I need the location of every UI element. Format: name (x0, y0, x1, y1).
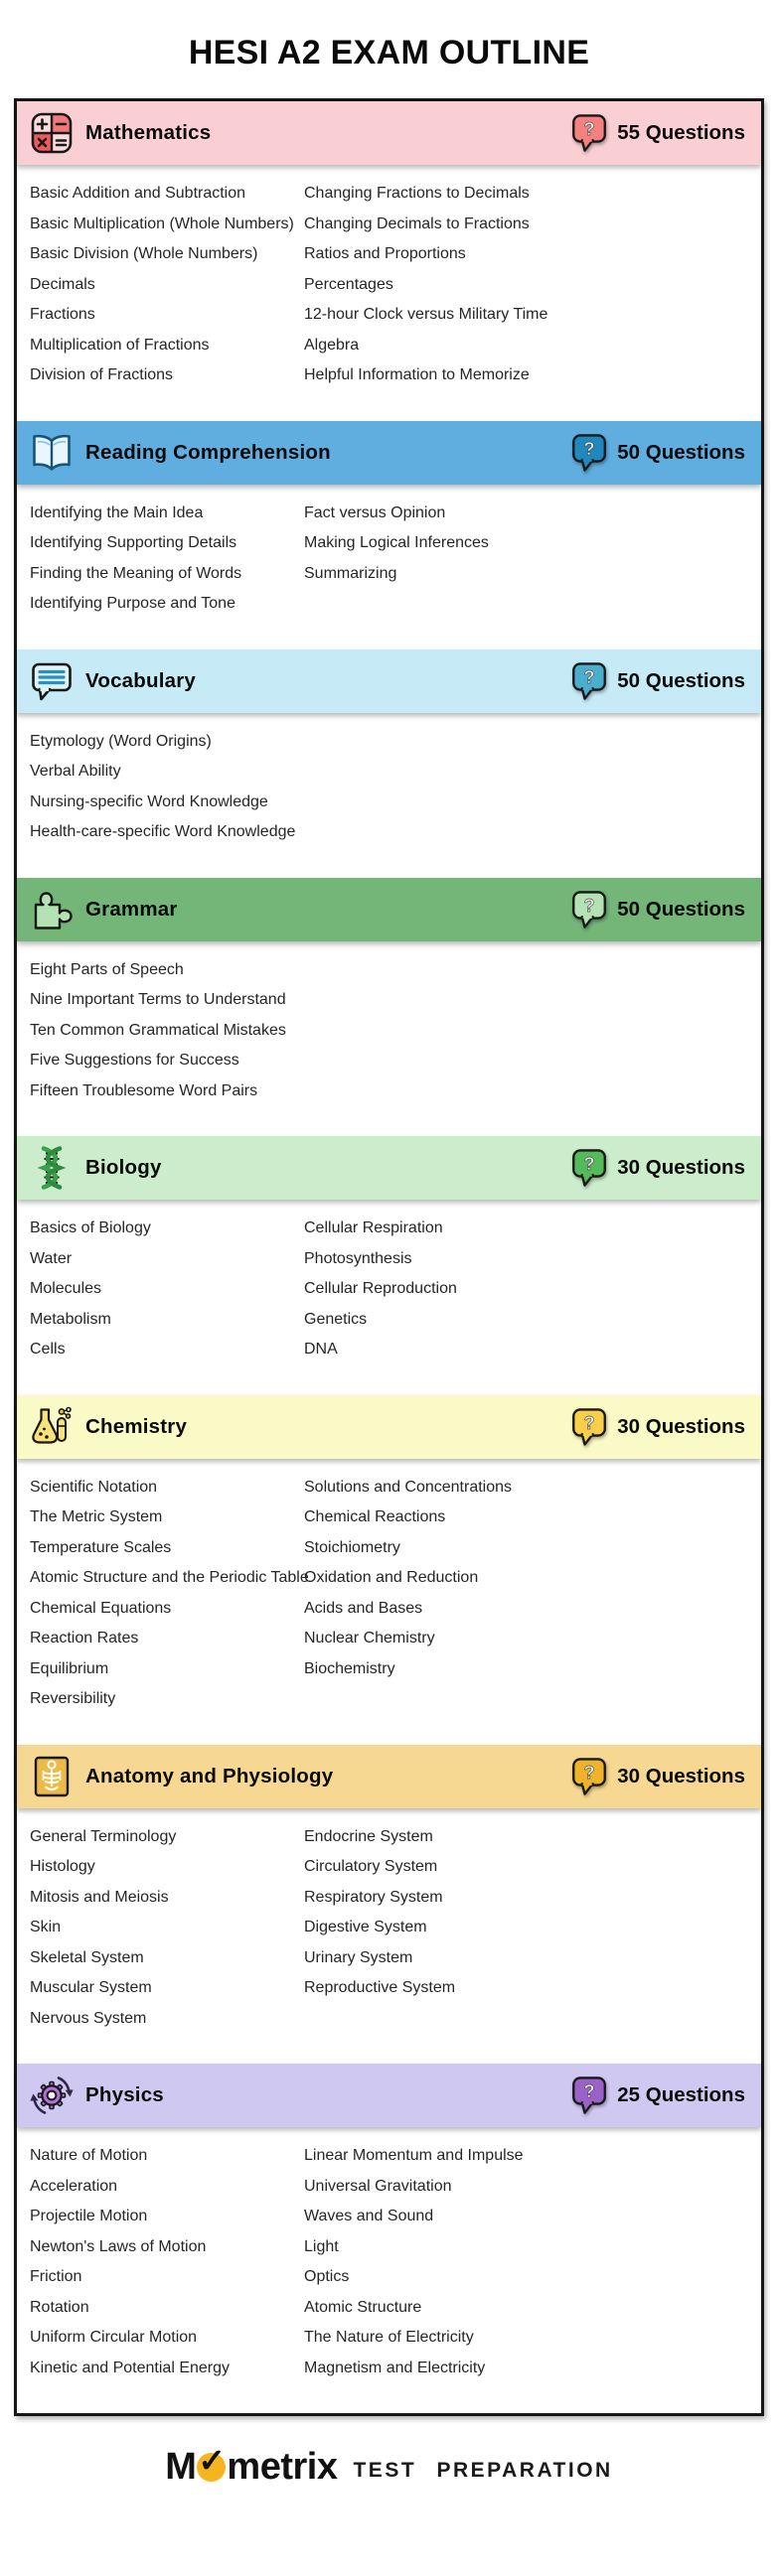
topic-item: Etymology (Word Origins) (30, 732, 212, 750)
topic-column-left (30, 499, 304, 620)
topic-item: Atomic Structure (304, 2298, 422, 2316)
topic-item: Finding the Meaning of Words (30, 564, 242, 582)
topic-column-left (30, 727, 304, 848)
question-bubble-icon (571, 661, 607, 701)
flask-icon (29, 1404, 75, 1450)
topic-item: Photosynthesis (304, 1249, 412, 1267)
topic-item: Percentages (304, 275, 393, 293)
topic-column-left (30, 1822, 304, 2035)
topic-item: Basic Addition and Subtraction (30, 185, 246, 202)
svg-text:?: ? (583, 666, 595, 687)
topic-item: Nursing-specific Word Knowledge (30, 792, 268, 810)
topic-item: Identifying Supporting Details (30, 534, 237, 551)
section-header (17, 878, 761, 941)
section-header (17, 101, 761, 165)
topic-item: Endocrine System (304, 1827, 433, 1845)
topics-area (17, 713, 761, 878)
section-grammar (17, 878, 761, 1137)
topic-column-right (304, 1473, 753, 1715)
topic-item: Changing Decimals to Fractions (304, 215, 530, 232)
svg-text:?: ? (583, 1412, 595, 1433)
calculator-icon (29, 110, 75, 156)
topic-item: Atomic Structure and the Periodic Table (30, 1569, 309, 1586)
topic-item: Chemical Equations (30, 1599, 172, 1617)
topic-item: Stoichiometry (304, 1538, 400, 1556)
section-chemistry (17, 1395, 761, 1745)
topic-item: Muscular System (30, 1979, 152, 1996)
topic-item: Making Logical Inferences (304, 534, 489, 551)
topic-item: Solutions and Concentrations (304, 1478, 513, 1496)
topic-column-left (30, 1214, 304, 1365)
mometrix-check-icon: ✓ (197, 2453, 226, 2482)
section-title: Vocabulary (85, 668, 196, 692)
topic-item: Eight Parts of Speech (30, 960, 184, 978)
section-title: Reading Comprehension (85, 440, 331, 464)
topic-item: Projectile Motion (30, 2208, 148, 2224)
topic-item: Universal Gravitation (304, 2177, 452, 2195)
section-header (17, 1395, 761, 1459)
topic-item: Rotation (30, 2298, 89, 2316)
brand-tagline: TEST PREPARATION (353, 2458, 613, 2482)
topic-item: 12-hour Clock versus Military Time (304, 306, 548, 323)
topics-area (17, 1200, 761, 1395)
section-title: Mathematics (85, 121, 212, 144)
topic-item: Cellular Respiration (304, 1219, 443, 1236)
question-count-group (571, 113, 745, 153)
dna-icon (29, 1145, 75, 1191)
topic-column-right (304, 1214, 753, 1365)
brand-letters-rest: metrix (227, 2446, 338, 2488)
topic-item: Ten Common Grammatical Mistakes (30, 1021, 286, 1039)
topic-item: Newton's Laws of Motion (30, 2237, 207, 2255)
topic-item: Reaction Rates (30, 1630, 139, 1646)
topic-item: Nuclear Chemistry (304, 1630, 435, 1646)
mometrix-logo (165, 2442, 613, 2489)
topics-area (17, 165, 761, 421)
topic-item: Kinetic and Potential Energy (30, 2359, 231, 2376)
question-count-group (571, 1148, 745, 1188)
topics-area (17, 2127, 761, 2413)
topic-item: Urinary System (304, 1948, 413, 1966)
question-count-group (571, 433, 745, 473)
topic-item: The Metric System (30, 1508, 163, 1525)
topic-column-right (304, 727, 753, 848)
section-reading-comprehension (17, 421, 761, 649)
topic-column-right (304, 1822, 753, 2035)
topic-item: Fifteen Troublesome Word Pairs (30, 1081, 258, 1099)
svg-text:?: ? (583, 1153, 595, 1174)
topic-item: Optics (304, 2268, 350, 2285)
topic-item: Summarizing (304, 564, 397, 582)
exam-outline-card (14, 98, 764, 2416)
topic-item: Chemical Reactions (304, 1508, 446, 1525)
topic-item: Respiratory System (304, 1888, 443, 1906)
topic-item: Linear Momentum and Impulse (304, 2147, 524, 2164)
topic-item: Identifying Purpose and Tone (30, 595, 235, 612)
topics-area (17, 941, 761, 1137)
topic-column-left (30, 1473, 309, 1715)
question-bubble-icon (571, 890, 607, 930)
topic-item: Division of Fractions (30, 366, 174, 383)
section-title: Anatomy and Physiology (85, 1764, 334, 1788)
topic-item: Changing Fractions to Decimals (304, 185, 530, 202)
section-header (17, 649, 761, 713)
brand-letter-m: M (165, 2446, 197, 2488)
topic-item: Molecules (30, 1280, 102, 1297)
topic-item: Identifying the Main Idea (30, 503, 204, 521)
section-anatomy-and-physiology (17, 1745, 761, 2065)
section-header (17, 421, 761, 485)
section-header (17, 1136, 761, 1200)
topic-item: DNA (304, 1341, 338, 1358)
section-header (17, 1745, 761, 1808)
topic-item: Digestive System (304, 1919, 427, 1935)
topic-item: Reversibility (30, 1690, 116, 1707)
topic-item: Cells (30, 1341, 66, 1358)
topic-item: Skeletal System (30, 1948, 144, 1966)
mometrix-wordmark (165, 2442, 338, 2489)
gear-arrows-icon (29, 2073, 75, 2118)
question-count-group (571, 1757, 745, 1796)
section-physics (17, 2064, 761, 2413)
topic-item: Oxidation and Reduction (304, 1569, 479, 1586)
section-header (17, 2064, 761, 2127)
topic-item: Histology (30, 1858, 95, 1875)
section-title: Chemistry (85, 1414, 188, 1438)
topic-item: Nervous System (30, 2009, 147, 2027)
question-count-label: 30 Questions (617, 1414, 745, 1438)
topic-column-right (304, 499, 753, 620)
topics-area (17, 1808, 761, 2065)
topic-item: Circulatory System (304, 1858, 438, 1875)
topic-item: Algebra (304, 336, 360, 354)
question-count-label: 55 Questions (617, 121, 745, 144)
topic-item: Waves and Sound (304, 2208, 434, 2224)
topic-column-right (304, 179, 753, 391)
topic-item: Ratios and Proportions (304, 245, 466, 262)
question-bubble-icon (571, 1148, 607, 1188)
svg-text:?: ? (583, 895, 595, 916)
question-bubble-icon (571, 1757, 607, 1796)
page-title: HESI A2 EXAM OUTLINE (188, 34, 590, 72)
topic-item: General Terminology (30, 1827, 177, 1845)
topic-column-left (30, 2141, 304, 2383)
topic-item: Five Suggestions for Success (30, 1052, 239, 1069)
topic-item: Basic Division (Whole Numbers) (30, 245, 258, 262)
section-title: Physics (85, 2083, 164, 2106)
question-count-group (571, 2075, 745, 2115)
topic-column-right (304, 2141, 753, 2383)
topic-item: Basic Multiplication (Whole Numbers) (30, 215, 294, 232)
topic-item: Nine Important Terms to Understand (30, 991, 286, 1008)
question-count-group (571, 890, 745, 930)
question-bubble-icon (571, 113, 607, 153)
topic-item: Uniform Circular Motion (30, 2329, 198, 2346)
topic-item: Cellular Reproduction (304, 1280, 457, 1297)
topic-item: Genetics (304, 1310, 368, 1328)
question-count-label: 30 Questions (617, 1764, 745, 1788)
svg-text:?: ? (583, 2080, 595, 2101)
topic-item: Metabolism (30, 1310, 111, 1328)
question-count-group (571, 661, 745, 701)
section-biology (17, 1136, 761, 1395)
question-count-label: 50 Questions (617, 897, 745, 921)
question-count-label: 50 Questions (617, 668, 745, 692)
topic-item: Biochemistry (304, 1659, 395, 1677)
topic-item: Magnetism and Electricity (304, 2359, 486, 2376)
topic-item: Scientific Notation (30, 1478, 158, 1496)
topics-area (17, 1459, 761, 1745)
speech-lines-icon (29, 658, 75, 704)
question-bubble-icon (571, 433, 607, 473)
topic-item: Light (304, 2237, 339, 2255)
topic-item: Fractions (30, 306, 95, 323)
svg-text:?: ? (583, 438, 595, 459)
question-bubble-icon (571, 2075, 607, 2115)
topic-item: Fact versus Opinion (304, 503, 446, 521)
topic-item: Basics of Biology (30, 1219, 151, 1236)
topic-item: Equilibrium (30, 1659, 109, 1677)
topic-item: Acids and Bases (304, 1599, 423, 1617)
question-count-group (571, 1407, 745, 1447)
section-title: Grammar (85, 897, 178, 921)
topic-item: Skin (30, 1919, 62, 1935)
question-bubble-icon (571, 1407, 607, 1447)
svg-text:?: ? (583, 118, 595, 139)
topic-item: Reproductive System (304, 1979, 456, 1996)
topic-item: Friction (30, 2268, 82, 2285)
topic-item: Health-care-specific Word Knowledge (30, 823, 296, 840)
topic-column-left (30, 955, 304, 1107)
topic-item: Acceleration (30, 2177, 118, 2195)
question-count-label: 50 Questions (617, 440, 745, 464)
topic-item: Verbal Ability (30, 763, 121, 780)
section-title: Biology (85, 1156, 162, 1179)
topics-area (17, 485, 761, 649)
topic-item: Multiplication of Fractions (30, 336, 210, 354)
section-vocabulary (17, 649, 761, 878)
topic-item: The Nature of Electricity (304, 2329, 474, 2346)
topic-item: Water (30, 1249, 73, 1267)
open-book-icon (29, 430, 75, 476)
question-count-label: 25 Questions (617, 2083, 745, 2106)
topic-item: Mitosis and Meiosis (30, 1888, 169, 1906)
section-mathematics (17, 101, 761, 421)
topic-item: Decimals (30, 275, 95, 293)
topic-column-left (30, 179, 304, 391)
svg-text:?: ? (583, 1762, 595, 1783)
topic-column-right (304, 955, 753, 1107)
topic-item: Temperature Scales (30, 1538, 172, 1556)
topic-item: Nature of Motion (30, 2147, 148, 2164)
question-count-label: 30 Questions (617, 1156, 745, 1179)
skeleton-xray-icon (29, 1754, 75, 1799)
footer (0, 2442, 778, 2489)
topic-item: Helpful Information to Memorize (304, 366, 530, 383)
puzzle-icon (29, 887, 75, 932)
